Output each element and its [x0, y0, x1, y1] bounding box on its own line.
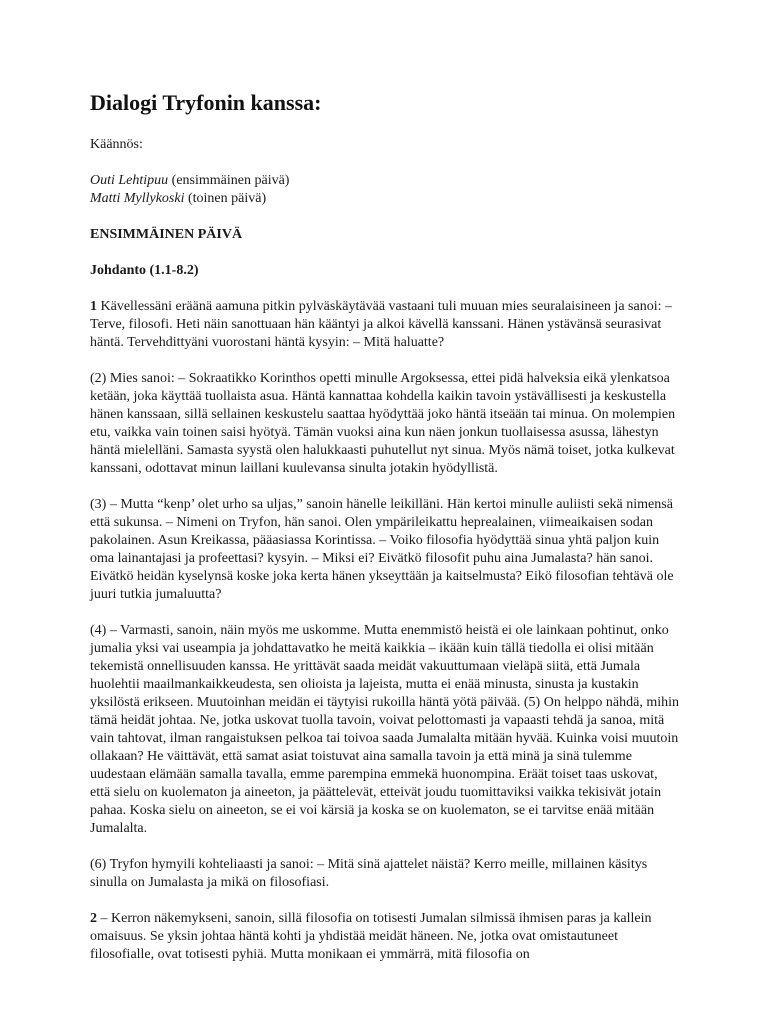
section-heading: ENSIMMÄINEN PÄIVÄ — [90, 227, 243, 242]
credit-line — [90, 190, 680, 208]
translator-role: (ensimmäinen päivä) — [171, 173, 290, 188]
paragraph-text: – Kerron näkemykseni, sanoin, sillä filosofia on totisesti Jumalan silmissä ihmisen paras ja kallein omaisuus. Se yksin johtaa häntä kohti ja yhdistää meidät häneen. Ne, jotka ovat omistautuneet filosofialle, ovat totisesti pyhiä. Mutta monikaan ei ymmärrä, mitä filosofia on — [90, 911, 652, 962]
document-page — [90, 88, 680, 982]
paragraph-chapter-2 — [90, 910, 680, 964]
paragraph-4: (4) – Varmasti, sanoin, näin myös me uskomme. Mutta enemmistö heistä ei ole lainkaan pohtinut, onko jumalia yksi vai useampia ja johdattavatko he meitä kaikkia – ikään kuin tällä tiedolla ei olisi mitään tekemistä onnellisuuden kanssa. He yrittävät saada meidät vakuuttumaan vieläpä siitä, että Jumala huolehtii maailmankaikkeudesta, sen olioista ja lajeista, mutta ei enää minusta, sinusta ja kustakin yksilöstä erikseen. Muutoinhan meidän ei täytyisi rukoilla häntä yötä päivää. (5) On helppo nähdä, mihin tämä heidät johtaa. Ne, jotka uskovat tuolla tavoin, voivat pelottomasti ja vapaasti tehdä ja sanoa, mitä vain tahtovat, ilman rangaistuksen pelkoa tai toivoa saada Jumalalta mitään hyvää. Kuinka voisi muutoin ollakaan? He väittävät, että samat asiat toistuvat aina samalla tavoin ja että minä ja sinä tulemme uudestaan elämään samalla tavalla, emme parempina emmekä huonompina. Eräät toiset taas uskovat, että sielu on kuolematon ja aineeton, ja päättelevät, etteivät joudu tuomittaviksi vaikka tekisivät jotain pahaa. Koska sielu on aineeton, se ei voi kärsiä ja koska se on kuolematon, se ei tarvitse enää mitään Jumalalta. — [90, 623, 680, 836]
paragraph-number: 1 — [90, 299, 97, 314]
credit-line — [90, 172, 680, 190]
subsection-heading: Johdanto (1.1-8.2) — [90, 263, 199, 278]
paragraph-1 — [90, 298, 680, 352]
translator-role: (toinen päivä) — [187, 191, 267, 206]
credits — [90, 172, 680, 208]
translator-name: Matti Myllykoski — [90, 191, 185, 206]
paragraph-3: (3) – Mutta “kenp’ olet urho sa uljas,” sanoin hänelle leikilläni. Hän kertoi minulle auliisti sekä nimensä että sukunsa. – Nimeni on Tryfon, hän sanoi. Olen ympärileikattu heprealainen, viimeaikaisen sodan pakolainen. Asun Kreikassa, pääasiassa Korintissa. – Voiko filosofia hyödyttää sinua yhtä paljon kuin oma lainantajasi ja profeettasi? kysyin. – Miksi ei? Eivätkö filosofit puhu aina Jumalasta? hän sanoi. Eivätkö heidän kyselynsä koske joka kerta hänen ykseyttään ja kaitselmusta? Eikö filosofian tehtävä ole juuri tutkia jumaluutta? — [90, 497, 674, 602]
document-title: Dialogi Tryfonin kanssa: — [90, 90, 322, 115]
paragraph-number: 2 — [90, 911, 97, 926]
translation-label: Käännös: — [90, 137, 143, 152]
translator-name: Outi Lehtipuu — [90, 173, 169, 188]
paragraph-2: (2) Mies sanoi: – Sokraatikko Korinthos opetti minulle Argoksessa, ettei pidä halveksia eikä ylenkatsoa ketään, joka käyttää tuollaista asua. Häntä kannattaa kohdella kaikin tavoin ystävällisesti ja keskustella hänen kanssaan, sillä sellainen keskustelu saattaa hyödyttää joko häntä itseään tai minua. On molempien etu, vaikka vain toinen saisi hyötyä. Tämän vuoksi aina kun näen jonkun tuollaisessa asussa, lähestyn häntä mielelläni. Samasta syystä olen halukkaasti puhutellut nyt sinua. Myös nämä toiset, jotka kulkevat kanssani, odottavat minun laillani kuulevansa sinulta jotakin hyödyllistä. — [90, 371, 676, 476]
paragraph-text: Kävellessäni eräänä aamuna pitkin pylväskäytävää vastaani tuli muuan mies seuralaisineen ja sanoi: – Terve, filosofi. Heti näin sanottuaan hän kääntyi ja alkoi kävellä kanssani. Hänen ystävänsä seurasivat häntä. Tervehdittyäni vuorostani häntä kysyin: – Mitä haluatte? — [90, 299, 672, 350]
paragraph-6: (6) Tryfon hymyili kohteliaasti ja sanoi: – Mitä sinä ajattelet näistä? Kerro meille, millainen käsitys sinulla on Jumalasta ja mikä on filosofiasi. — [90, 857, 648, 890]
